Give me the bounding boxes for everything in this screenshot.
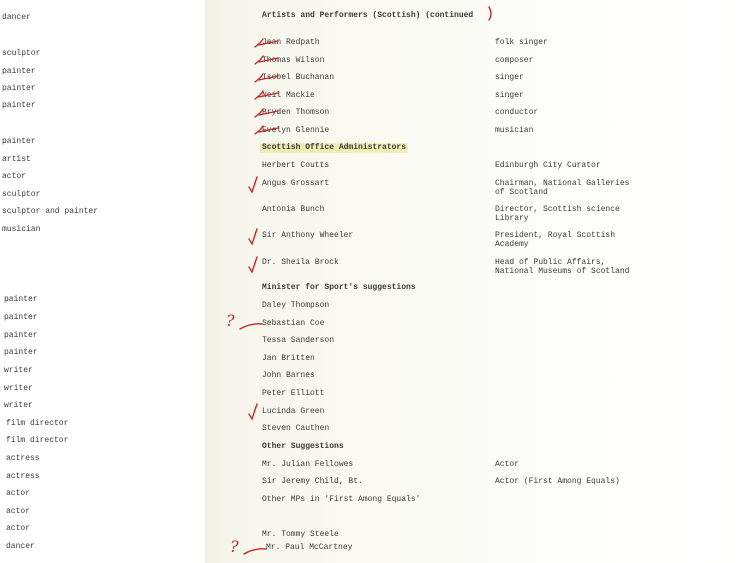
tick-mark-icon — [255, 74, 278, 82]
heading-other-suggestions: Other Suggestions — [262, 442, 344, 451]
person-role: Head of Public Affairs, — [495, 258, 606, 267]
left-entry: painter — [4, 331, 38, 340]
person-name: Thomas Wilson — [262, 56, 325, 65]
dash-mark-icon — [244, 549, 266, 554]
left-entry: painter — [4, 295, 38, 304]
person-role: Director, Scottish science — [495, 205, 620, 214]
person-name: Angus Grossart — [262, 179, 330, 188]
person-name: Mr. Paul McCartney — [266, 543, 353, 552]
person-name: Isobel Buchanan — [262, 73, 335, 82]
tick-mark-icon — [255, 39, 278, 47]
person-role: National Museums of Scotland — [495, 267, 630, 276]
person-name: Jan Britten — [262, 354, 315, 363]
left-entry: actor — [6, 524, 31, 533]
person-name: Dr. Sheila Brock — [262, 258, 339, 267]
left-entry: actor — [6, 489, 31, 498]
person-name: Daley Thompson — [262, 301, 330, 310]
person-name: Antonia Bunch — [262, 205, 325, 214]
left-entry: actress — [6, 454, 40, 463]
left-entry: painter — [4, 348, 38, 357]
left-entry: writer — [4, 366, 33, 375]
person-name: John Barnes — [262, 371, 315, 380]
person-role: composer — [495, 56, 534, 65]
left-entry: sculptor — [2, 49, 41, 58]
person-name: Peter Elliott — [262, 389, 325, 398]
person-role: President, Royal Scottish — [495, 231, 616, 240]
left-entry: writer — [4, 384, 33, 393]
left-entry: musician — [2, 225, 41, 234]
tick-mark-icon — [249, 177, 257, 192]
person-role: folk singer — [495, 38, 548, 47]
person-name: Bryden Thomson — [262, 108, 330, 117]
left-entry: painter — [2, 137, 36, 146]
left-entry: painter — [4, 313, 38, 322]
person-name: Sir Jeremy Child, Bt. — [262, 477, 363, 486]
tick-mark-icon — [255, 56, 278, 64]
person-name: Sir Anthony Wheeler — [262, 231, 354, 240]
heading-scottish-office: Scottish Office Administrators — [262, 143, 407, 152]
person-role: singer — [495, 73, 524, 82]
left-entry: painter — [2, 67, 36, 76]
left-entry: actor — [2, 172, 27, 181]
heading-sport-suggestions: Minister for Sport's suggestions — [262, 283, 416, 292]
dash-mark-icon — [240, 324, 262, 329]
person-role: singer — [495, 91, 524, 100]
person-role: Actor — [495, 460, 520, 469]
left-entry: film director — [6, 436, 69, 445]
left-entry: painter — [2, 101, 36, 110]
person-role: conductor — [495, 108, 539, 117]
tick-mark-icon — [255, 126, 278, 134]
person-name: Evelyn Glennie — [262, 126, 330, 135]
bracket-mark-icon — [489, 7, 491, 20]
left-entry: actress — [6, 472, 40, 481]
person-role: Academy — [495, 240, 529, 249]
tick-mark-icon — [249, 257, 257, 272]
person-name: Herbert Coutts — [262, 161, 330, 170]
left-entry: film director — [6, 419, 69, 428]
left-entry: writer — [4, 401, 33, 410]
left-entry: dancer — [6, 542, 35, 551]
left-entry: sculptor — [2, 190, 41, 199]
person-role: musician — [495, 126, 534, 135]
left-entry: actor — [6, 507, 31, 516]
person-role: Actor (First Among Equals) — [495, 477, 620, 486]
person-name: Mr. Julian Fellowes — [262, 460, 354, 469]
tick-mark-icon — [255, 109, 278, 117]
question-mark-annotation: ? — [230, 537, 239, 556]
person-role: Chairman, National Galleries — [495, 179, 630, 188]
person-role: Edinburgh City Curator — [495, 161, 601, 170]
heading-scottish-artists: Artists and Performers (Scottish) (continued — [262, 11, 474, 20]
tick-mark-icon — [249, 229, 257, 244]
person-name: Sebastian Coe — [262, 319, 325, 328]
left-entry: artist — [2, 155, 31, 164]
person-role: of Scotland — [495, 188, 548, 197]
person-name: Other MPs in 'First Among Equals' — [262, 495, 421, 504]
person-name: Mr. Tommy Steele — [262, 530, 339, 539]
person-name: Jean Redpath — [262, 38, 320, 47]
tick-mark-icon — [255, 91, 278, 99]
person-name: Neil Mackie — [262, 91, 315, 100]
person-name: Steven Cauthen — [262, 424, 330, 433]
person-name: Lucinda Green — [262, 407, 325, 416]
tick-mark-icon — [249, 404, 257, 419]
left-entry: painter — [2, 84, 36, 93]
person-role: Library — [495, 214, 529, 223]
person-name: Tessa Sanderson — [262, 336, 335, 345]
left-entry: dancer — [2, 13, 31, 22]
question-mark-annotation: ? — [226, 311, 235, 330]
left-entry: sculptor and painter — [2, 207, 99, 216]
